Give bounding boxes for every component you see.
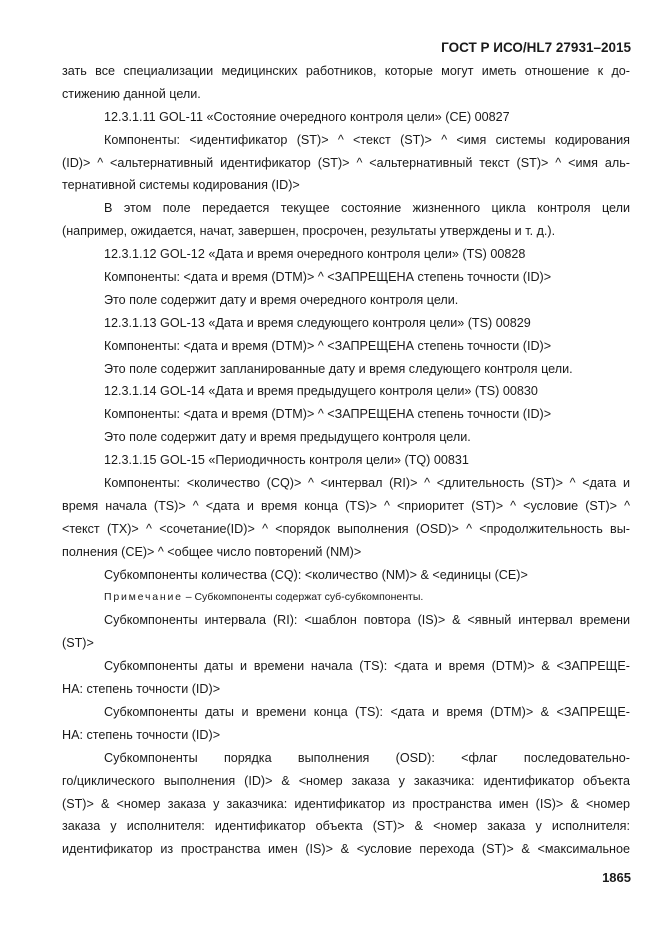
text-line: (например, ожидается, начат, завершен, просрочен, результаты утверждены и т. д.). xyxy=(62,224,556,239)
note-text: – Субкомпоненты содержат суб-субкомпоненты. xyxy=(182,591,424,604)
section-heading-gol-15: 12.3.1.15 GOL-15 «Периодичность контроля цели» (TQ) 00831 xyxy=(104,453,469,468)
text-line: <текст (TX)> ^ <сочетание(ID)> ^ <порядок выполнения (OSD)> ^ <продолжительность вы- xyxy=(62,521,630,536)
section-heading-gol-14: 12.3.1.14 GOL-14 «Дата и время предыдущего контроля цели» (TS) 00830 xyxy=(104,384,538,399)
text-line: идентификатор из пространства имен (IS)> & <условие перехода (ST)> & <максимальное xyxy=(62,842,630,857)
text-line: Субкомпоненты интервала (RI): <шаблон повтора (IS)> & <явный интервал времени xyxy=(104,613,630,628)
text-line: время начала (TS)> ^ <дата и время конца (TS)> ^ <приоритет (ST)> ^ <условие (ST)> ^ xyxy=(62,498,630,513)
text-line: тернативной системы кодирования (ID)> xyxy=(62,178,300,193)
section-heading-gol-13: 12.3.1.13 GOL-13 «Дата и время следующего контроля цели» (TS) 00829 xyxy=(104,315,531,330)
text-line: стижению данной цели. xyxy=(62,86,201,101)
text-line: Субкомпоненты количества (CQ): <количество (NM)> & <единицы (CE)> xyxy=(104,567,528,582)
document-body xyxy=(62,60,630,861)
text-line: (ST)> xyxy=(62,636,94,651)
note-label: Примечание xyxy=(104,591,183,604)
text-line: го/циклического выполнения (ID)> & <номер заказа у заказчика: идентификатор объекта xyxy=(62,773,630,788)
section-heading-gol-11: 12.3.1.11 GOL-11 «Состояние очередного контроля цели» (CE) 00827 xyxy=(104,109,510,124)
text-line: Это поле содержит дату и время очередного контроля цели. xyxy=(104,292,459,307)
text-line: Компоненты: <дата и время (DTM)> ^ <ЗАПРЕЩЕНА степень точности (ID)> xyxy=(104,270,552,285)
text-line: заказа у исполнителя: идентификатор объекта (ST)> & <номер заказа у исполнителя: xyxy=(62,819,630,834)
text-line: Компоненты: <дата и время (DTM)> ^ <ЗАПРЕЩЕНА степень точности (ID)> xyxy=(104,338,552,353)
text-line: зать все специализации медицинских работников, которые могут иметь отношение к до- xyxy=(62,64,630,78)
text-line: Компоненты: <дата и время (DTM)> ^ <ЗАПРЕЩЕНА степень точности (ID)> xyxy=(104,407,552,422)
text-line: Компоненты: <идентификатор (ST)> ^ <текст (ST)> ^ <имя системы кодирования xyxy=(104,132,630,147)
text-line: Это поле содержит запланированные дату и время следующего контроля цели. xyxy=(104,361,573,376)
page-number: 1865 xyxy=(602,870,631,885)
note xyxy=(62,586,630,609)
text-line: Субкомпоненты порядка выполнения (OSD): <флаг последовательно- xyxy=(104,750,630,765)
text-line: НА: степень точности (ID)> xyxy=(62,682,221,697)
text-line: Субкомпоненты даты и времени конца (TS): <дата и время (DTM)> & <ЗАПРЕЩЕ- xyxy=(104,704,630,719)
text-line: (ST)> & <номер заказа у заказчика: идентификатор из пространства имен (IS)> & <номер xyxy=(62,796,630,811)
text-line: НА: степень точности (ID)> xyxy=(62,727,221,742)
document-code-header: ГОСТ Р ИСО/HL7 27931–2015 xyxy=(441,40,631,55)
text-line: Это поле содержит дату и время предыдущего контроля цели. xyxy=(104,430,471,445)
section-heading-gol-12: 12.3.1.12 GOL-12 «Дата и время очередного контроля цели» (TS) 00828 xyxy=(104,247,526,262)
text-line: Компоненты: <количество (CQ)> ^ <интервал (RI)> ^ <длительность (ST)> ^ <дата и xyxy=(104,476,630,491)
text-line: В этом поле передается текущее состояние жизненного цикла контроля цели xyxy=(104,201,630,216)
text-line: Субкомпоненты даты и времени начала (TS): <дата и время (DTM)> & <ЗАПРЕЩЕ- xyxy=(104,659,630,674)
text-line: (ID)> ^ <альтернативный идентификатор (ST)> ^ <альтернативный текст (ST)> ^ <имя аль- xyxy=(62,155,630,170)
text-line: полнения (CE)> ^ <общее число повторений (NM)> xyxy=(62,544,362,559)
